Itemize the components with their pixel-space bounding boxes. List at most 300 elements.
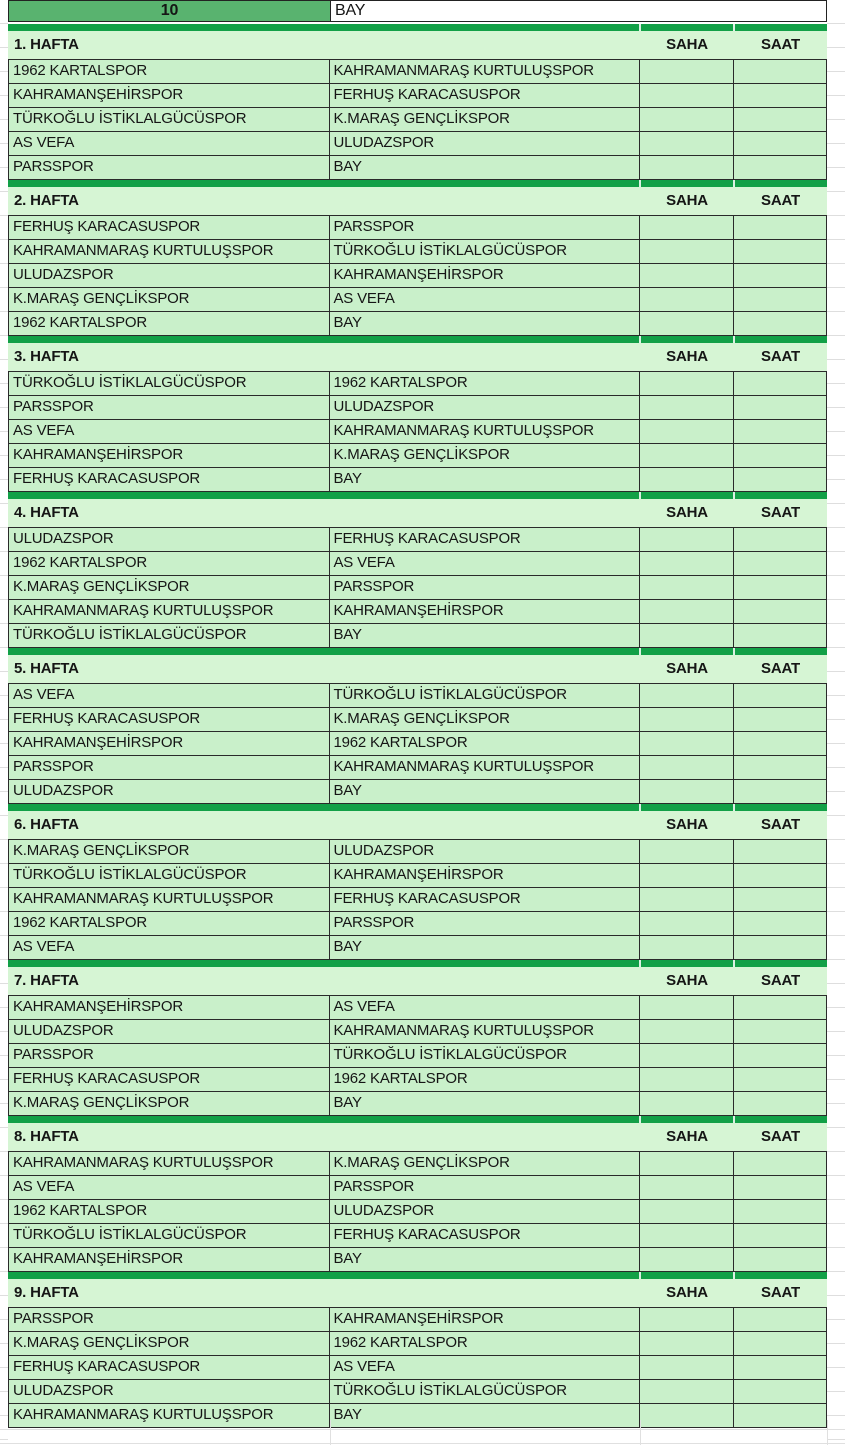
saat-value-cell[interactable] [734, 708, 827, 732]
home-team-cell[interactable]: KAHRAMANŞEHİRSPOR [9, 84, 330, 108]
home-team-cell[interactable]: FERHUŞ KARACASUSPOR [9, 1356, 330, 1380]
saat-value-cell[interactable] [734, 840, 827, 864]
saha-value-cell[interactable] [640, 1404, 734, 1428]
saat-value-cell[interactable] [734, 528, 827, 552]
saat-value-cell[interactable] [734, 1020, 827, 1044]
saha-value-cell[interactable] [640, 1380, 734, 1404]
saha-value-cell[interactable] [640, 468, 734, 492]
matches-grid [8, 215, 827, 336]
week-title-cell[interactable]: 3. HAFTA [14, 348, 79, 365]
home-team-cell[interactable]: AS VEFA [9, 684, 330, 708]
week-header-row [8, 31, 827, 59]
saha-value-cell[interactable] [640, 936, 734, 960]
home-team-cell[interactable]: K.MARAŞ GENÇLİKSPOR [9, 840, 330, 864]
away-team-cell[interactable]: K.MARAŞ GENÇLİKSPOR [330, 708, 640, 732]
home-team-cell[interactable]: FERHUŞ KARACASUSPOR [9, 216, 330, 240]
week-title-cell[interactable]: 6. HAFTA [14, 816, 79, 833]
home-team-cell[interactable]: KAHRAMANMARAŞ KURTULUŞSPOR [9, 1404, 330, 1428]
match-row [9, 396, 827, 420]
away-team-cell[interactable]: PARSSPOR [330, 1176, 640, 1200]
home-team-cell[interactable]: FERHUŞ KARACASUSPOR [9, 468, 330, 492]
saha-value-cell[interactable] [640, 912, 734, 936]
match-row [9, 84, 827, 108]
saha-value-cell[interactable] [640, 1092, 734, 1116]
week-block [8, 24, 827, 180]
saat-value-cell[interactable] [734, 372, 827, 396]
saat-value-cell[interactable] [734, 624, 827, 648]
away-team-cell[interactable]: FERHUŞ KARACASUSPOR [330, 888, 640, 912]
away-team-cell[interactable]: AS VEFA [330, 1356, 640, 1380]
saha-value-cell[interactable] [640, 624, 734, 648]
matches-grid [8, 839, 827, 960]
saat-column-header[interactable]: SAAT [761, 504, 800, 521]
home-team-cell[interactable]: 1962 KARTALSPOR [9, 1200, 330, 1224]
saha-value-cell[interactable] [640, 264, 734, 288]
saat-column-header[interactable]: SAAT [761, 1128, 800, 1145]
saat-column-header[interactable]: SAAT [761, 816, 800, 833]
saha-value-cell[interactable] [640, 780, 734, 804]
saha-column-header[interactable]: SAHA [666, 660, 708, 677]
gridline-vertical [640, 1420, 641, 1445]
week-block [8, 960, 827, 1116]
match-row [9, 756, 827, 780]
match-row [9, 1248, 827, 1272]
saat-value-cell[interactable] [734, 936, 827, 960]
saha-value-cell[interactable] [640, 840, 734, 864]
match-row [9, 600, 827, 624]
match-row [9, 1020, 827, 1044]
weeks-container [8, 24, 827, 1428]
week-block [8, 336, 827, 492]
away-team-cell[interactable]: AS VEFA [330, 288, 640, 312]
week-header-row [8, 655, 827, 683]
match-row [9, 1404, 827, 1428]
week-separator-band [8, 492, 827, 499]
week-separator-band [8, 804, 827, 811]
saha-value-cell[interactable] [640, 708, 734, 732]
home-team-cell[interactable]: TÜRKOĞLU İSTİKLALGÜCÜSPOR [9, 1224, 330, 1248]
saat-value-cell[interactable] [734, 1380, 827, 1404]
away-team-cell[interactable]: TÜRKOĞLU İSTİKLALGÜCÜSPOR [330, 684, 640, 708]
saat-value-cell[interactable] [734, 1356, 827, 1380]
saat-column-header[interactable]: SAAT [761, 660, 800, 677]
home-team-cell[interactable]: ULUDAZSPOR [9, 780, 330, 804]
saha-column-header[interactable]: SAHA [666, 1284, 708, 1301]
saat-value-cell[interactable] [734, 684, 827, 708]
saha-column-header[interactable]: SAHA [666, 192, 708, 209]
week-header-row [8, 1279, 827, 1307]
saat-value-cell[interactable] [734, 468, 827, 492]
saat-value-cell[interactable] [734, 1044, 827, 1068]
away-team-cell[interactable]: BAY [330, 780, 640, 804]
home-team-cell[interactable]: KAHRAMANMARAŞ KURTULUŞSPOR [9, 600, 330, 624]
away-team-cell[interactable]: BAY [330, 312, 640, 336]
match-row [9, 156, 827, 180]
week-header-row [8, 499, 827, 527]
away-team-cell[interactable]: TÜRKOĞLU İSTİKLALGÜCÜSPOR [330, 1044, 640, 1068]
match-row [9, 996, 827, 1020]
match-row [9, 240, 827, 264]
home-team-cell[interactable]: ULUDAZSPOR [9, 1380, 330, 1404]
saha-value-cell[interactable] [640, 288, 734, 312]
away-team-cell[interactable]: PARSSPOR [330, 216, 640, 240]
away-team-cell[interactable]: AS VEFA [330, 996, 640, 1020]
home-team-cell[interactable]: 1962 KARTALSPOR [9, 60, 330, 84]
home-team-cell[interactable]: KAHRAMANMARAŞ KURTULUŞSPOR [9, 888, 330, 912]
saat-value-cell[interactable] [734, 1404, 827, 1428]
away-team-cell[interactable]: K.MARAŞ GENÇLİKSPOR [330, 1152, 640, 1176]
saat-value-cell[interactable] [734, 1332, 827, 1356]
saat-value-cell[interactable] [734, 1176, 827, 1200]
away-team-cell[interactable]: KAHRAMANŞEHİRSPOR [330, 600, 640, 624]
week-title-cell[interactable]: 2. HAFTA [14, 192, 79, 209]
saha-value-cell[interactable] [640, 312, 734, 336]
saha-value-cell[interactable] [640, 1068, 734, 1092]
week-block [8, 1272, 827, 1428]
week-title-cell[interactable]: 7. HAFTA [14, 972, 79, 989]
home-team-cell[interactable]: 1962 KARTALSPOR [9, 912, 330, 936]
match-row [9, 1356, 827, 1380]
fixture-table [8, 0, 827, 1428]
away-team-cell[interactable]: KAHRAMANMARAŞ KURTULUŞSPOR [330, 1020, 640, 1044]
away-team-cell[interactable]: ULUDAZSPOR [330, 840, 640, 864]
saha-value-cell[interactable] [640, 552, 734, 576]
away-team-cell[interactable]: KAHRAMANMARAŞ KURTULUŞSPOR [330, 60, 640, 84]
match-row [9, 132, 827, 156]
away-team-cell[interactable]: ULUDAZSPOR [330, 1200, 640, 1224]
home-team-cell[interactable]: PARSSPOR [9, 756, 330, 780]
saat-value-cell[interactable] [734, 216, 827, 240]
saha-value-cell[interactable] [640, 1200, 734, 1224]
home-team-cell[interactable]: TÜRKOĞLU İSTİKLALGÜCÜSPOR [9, 624, 330, 648]
match-row [9, 732, 827, 756]
saat-value-cell[interactable] [734, 888, 827, 912]
match-row [9, 108, 827, 132]
home-team-cell[interactable]: PARSSPOR [9, 1044, 330, 1068]
saha-value-cell[interactable] [640, 132, 734, 156]
home-team-cell[interactable]: AS VEFA [9, 1176, 330, 1200]
bye-label-cell[interactable]: BAY [330, 0, 827, 22]
saha-value-cell[interactable] [640, 756, 734, 780]
saha-value-cell[interactable] [640, 528, 734, 552]
matches-grid [8, 371, 827, 492]
saat-value-cell[interactable] [734, 60, 827, 84]
away-team-cell[interactable]: FERHUŞ KARACASUSPOR [330, 84, 640, 108]
saat-value-cell[interactable] [734, 132, 827, 156]
match-row [9, 576, 827, 600]
saat-value-cell[interactable] [734, 996, 827, 1020]
saat-value-cell[interactable] [734, 1248, 827, 1272]
away-team-cell[interactable]: KAHRAMANMARAŞ KURTULUŞSPOR [330, 756, 640, 780]
week-header-row [8, 1123, 827, 1151]
away-team-cell[interactable]: FERHUŞ KARACASUSPOR [330, 528, 640, 552]
matches-grid [8, 683, 827, 804]
saha-value-cell[interactable] [640, 888, 734, 912]
home-team-cell[interactable]: AS VEFA [9, 132, 330, 156]
saha-value-cell[interactable] [640, 240, 734, 264]
saha-column-header[interactable]: SAHA [666, 36, 708, 53]
away-team-cell[interactable]: BAY [330, 936, 640, 960]
gridline-vertical [827, 1420, 828, 1445]
saat-value-cell[interactable] [734, 1152, 827, 1176]
home-team-cell[interactable]: KAHRAMANMARAŞ KURTULUŞSPOR [9, 240, 330, 264]
saat-value-cell[interactable] [734, 1224, 827, 1248]
away-team-cell[interactable]: K.MARAŞ GENÇLİKSPOR [330, 108, 640, 132]
home-team-cell[interactable]: TÜRKOĞLU İSTİKLALGÜCÜSPOR [9, 864, 330, 888]
week-title-cell[interactable]: 1. HAFTA [14, 36, 79, 53]
saat-value-cell[interactable] [734, 396, 827, 420]
home-team-cell[interactable]: FERHUŞ KARACASUSPOR [9, 708, 330, 732]
saha-value-cell[interactable] [640, 156, 734, 180]
saat-value-cell[interactable] [734, 312, 827, 336]
saha-column-header[interactable]: SAHA [666, 816, 708, 833]
saha-value-cell[interactable] [640, 1044, 734, 1068]
match-row [9, 1308, 827, 1332]
away-team-cell[interactable]: 1962 KARTALSPOR [330, 1332, 640, 1356]
home-team-cell[interactable]: KAHRAMANŞEHİRSPOR [9, 732, 330, 756]
away-team-cell[interactable]: BAY [330, 468, 640, 492]
match-row [9, 216, 827, 240]
saha-value-cell[interactable] [640, 396, 734, 420]
saat-value-cell[interactable] [734, 864, 827, 888]
saha-value-cell[interactable] [640, 996, 734, 1020]
saat-value-cell[interactable] [734, 420, 827, 444]
saat-value-cell[interactable] [734, 108, 827, 132]
match-row [9, 60, 827, 84]
home-team-cell[interactable]: PARSSPOR [9, 156, 330, 180]
away-team-cell[interactable]: KAHRAMANŞEHİRSPOR [330, 1308, 640, 1332]
left-gutter [0, 0, 8, 1445]
home-team-cell[interactable]: AS VEFA [9, 936, 330, 960]
away-team-cell[interactable]: PARSSPOR [330, 912, 640, 936]
week-separator-band [8, 24, 827, 31]
match-row [9, 780, 827, 804]
week-block [8, 492, 827, 648]
saha-value-cell[interactable] [640, 1176, 734, 1200]
away-team-cell[interactable]: KAHRAMANMARAŞ KURTULUŞSPOR [330, 420, 640, 444]
week-separator-band [8, 1116, 827, 1123]
saha-value-cell[interactable] [640, 60, 734, 84]
away-team-cell[interactable]: ULUDAZSPOR [330, 132, 640, 156]
week-separator-band [8, 960, 827, 967]
saha-column-header[interactable]: SAHA [666, 504, 708, 521]
away-team-cell[interactable]: 1962 KARTALSPOR [330, 372, 640, 396]
home-team-cell[interactable]: TÜRKOĞLU İSTİKLALGÜCÜSPOR [9, 372, 330, 396]
match-row [9, 624, 827, 648]
away-team-cell[interactable]: BAY [330, 1248, 640, 1272]
match-row [9, 1380, 827, 1404]
match-row [9, 1224, 827, 1248]
saat-value-cell[interactable] [734, 756, 827, 780]
away-team-cell[interactable]: BAY [330, 624, 640, 648]
away-team-cell[interactable]: BAY [330, 1092, 640, 1116]
away-team-cell[interactable]: AS VEFA [330, 552, 640, 576]
away-team-cell[interactable]: PARSSPOR [330, 576, 640, 600]
match-row [9, 264, 827, 288]
home-team-cell[interactable]: K.MARAŞ GENÇLİKSPOR [9, 1092, 330, 1116]
week-title-cell[interactable]: 5. HAFTA [14, 660, 79, 677]
saha-value-cell[interactable] [640, 864, 734, 888]
match-row [9, 420, 827, 444]
home-team-cell[interactable]: PARSSPOR [9, 396, 330, 420]
away-team-cell[interactable]: ULUDAZSPOR [330, 396, 640, 420]
saat-value-cell[interactable] [734, 264, 827, 288]
match-row [9, 684, 827, 708]
gridline-horizontal [0, 1429, 845, 1430]
home-team-cell[interactable]: ULUDAZSPOR [9, 1020, 330, 1044]
match-row [9, 912, 827, 936]
gridline-vertical [330, 1420, 331, 1445]
week-block [8, 1116, 827, 1272]
match-row [9, 288, 827, 312]
saat-value-cell[interactable] [734, 732, 827, 756]
gridline-horizontal [0, 1443, 845, 1444]
match-row [9, 1200, 827, 1224]
matches-grid [8, 1151, 827, 1272]
match-row [9, 864, 827, 888]
matches-grid [8, 1307, 827, 1428]
saha-value-cell[interactable] [640, 732, 734, 756]
away-team-cell[interactable]: KAHRAMANŞEHİRSPOR [330, 264, 640, 288]
week-separator-band [8, 336, 827, 343]
match-row [9, 372, 827, 396]
home-team-cell[interactable]: K.MARAŞ GENÇLİKSPOR [9, 288, 330, 312]
saat-value-cell[interactable] [734, 600, 827, 624]
match-row [9, 528, 827, 552]
home-team-cell[interactable]: FERHUŞ KARACASUSPOR [9, 1068, 330, 1092]
saha-value-cell[interactable] [640, 372, 734, 396]
saha-column-header[interactable]: SAHA [666, 972, 708, 989]
week-separator-band [8, 1272, 827, 1279]
saat-value-cell[interactable] [734, 576, 827, 600]
saat-value-cell[interactable] [734, 1308, 827, 1332]
week-header-row [8, 811, 827, 839]
saha-value-cell[interactable] [640, 1308, 734, 1332]
saat-column-header[interactable]: SAAT [761, 1284, 800, 1301]
home-team-cell[interactable]: PARSSPOR [9, 1308, 330, 1332]
home-team-cell[interactable]: K.MARAŞ GENÇLİKSPOR [9, 576, 330, 600]
away-team-cell[interactable]: 1962 KARTALSPOR [330, 1068, 640, 1092]
saha-value-cell[interactable] [640, 1332, 734, 1356]
week-title-cell[interactable]: 8. HAFTA [14, 1128, 79, 1145]
matches-grid [8, 59, 827, 180]
away-team-cell[interactable]: BAY [330, 156, 640, 180]
saat-column-header[interactable]: SAAT [761, 348, 800, 365]
home-team-cell[interactable]: ULUDAZSPOR [9, 528, 330, 552]
week-header-row [8, 343, 827, 371]
match-row [9, 1044, 827, 1068]
saat-value-cell[interactable] [734, 1200, 827, 1224]
home-team-cell[interactable]: TÜRKOĞLU İSTİKLALGÜCÜSPOR [9, 108, 330, 132]
home-team-cell[interactable]: 1962 KARTALSPOR [9, 552, 330, 576]
matches-grid [8, 527, 827, 648]
match-row [9, 708, 827, 732]
saat-column-header[interactable]: SAAT [761, 192, 800, 209]
saha-value-cell[interactable] [640, 84, 734, 108]
home-team-cell[interactable]: KAHRAMANŞEHİRSPOR [9, 1248, 330, 1272]
saat-column-header[interactable]: SAAT [761, 36, 800, 53]
week-block [8, 804, 827, 960]
saha-value-cell[interactable] [640, 1152, 734, 1176]
saha-value-cell[interactable] [640, 108, 734, 132]
away-team-cell[interactable]: FERHUŞ KARACASUSPOR [330, 1224, 640, 1248]
home-team-cell[interactable]: AS VEFA [9, 420, 330, 444]
week-title-cell[interactable]: 4. HAFTA [14, 504, 79, 521]
saat-value-cell[interactable] [734, 552, 827, 576]
away-team-cell[interactable]: K.MARAŞ GENÇLİKSPOR [330, 444, 640, 468]
match-row [9, 1332, 827, 1356]
saat-value-cell[interactable] [734, 288, 827, 312]
match-row [9, 1152, 827, 1176]
home-team-cell[interactable]: 1962 KARTALSPOR [9, 312, 330, 336]
away-team-cell[interactable]: TÜRKOĞLU İSTİKLALGÜCÜSPOR [330, 1380, 640, 1404]
week-block [8, 180, 827, 336]
saha-value-cell[interactable] [640, 1020, 734, 1044]
match-row [9, 1068, 827, 1092]
away-team-cell[interactable]: BAY [330, 1404, 640, 1428]
saat-value-cell[interactable] [734, 240, 827, 264]
home-team-cell[interactable]: KAHRAMANMARAŞ KURTULUŞSPOR [9, 1152, 330, 1176]
home-team-cell[interactable]: KAHRAMANŞEHİRSPOR [9, 444, 330, 468]
saha-value-cell[interactable] [640, 444, 734, 468]
match-row [9, 1176, 827, 1200]
saat-value-cell[interactable] [734, 1068, 827, 1092]
saat-value-cell[interactable] [734, 912, 827, 936]
week-block [8, 648, 827, 804]
match-row [9, 444, 827, 468]
away-team-cell[interactable]: KAHRAMANŞEHİRSPOR [330, 864, 640, 888]
group-number-cell[interactable]: 10 [8, 0, 330, 22]
right-gutter [827, 0, 845, 1445]
match-row [9, 1092, 827, 1116]
saha-value-cell[interactable] [640, 576, 734, 600]
matches-grid [8, 995, 827, 1116]
saat-column-header[interactable]: SAAT [761, 972, 800, 989]
match-row [9, 552, 827, 576]
saha-value-cell[interactable] [640, 1248, 734, 1272]
week-header-row [8, 187, 827, 215]
saha-column-header[interactable]: SAHA [666, 1128, 708, 1145]
away-team-cell[interactable]: 1962 KARTALSPOR [330, 732, 640, 756]
week-separator-band [8, 648, 827, 655]
top-row [8, 0, 827, 22]
match-row [9, 936, 827, 960]
saha-column-header[interactable]: SAHA [666, 348, 708, 365]
saat-value-cell[interactable] [734, 780, 827, 804]
saha-value-cell[interactable] [640, 600, 734, 624]
saat-value-cell[interactable] [734, 1092, 827, 1116]
home-team-cell[interactable]: ULUDAZSPOR [9, 264, 330, 288]
saat-value-cell[interactable] [734, 156, 827, 180]
saat-value-cell[interactable] [734, 444, 827, 468]
week-separator-band [8, 180, 827, 187]
match-row [9, 840, 827, 864]
week-header-row [8, 967, 827, 995]
match-row [9, 312, 827, 336]
saha-value-cell[interactable] [640, 216, 734, 240]
away-team-cell[interactable]: TÜRKOĞLU İSTİKLALGÜCÜSPOR [330, 240, 640, 264]
saat-value-cell[interactable] [734, 84, 827, 108]
saha-value-cell[interactable] [640, 1224, 734, 1248]
week-title-cell[interactable]: 9. HAFTA [14, 1284, 79, 1301]
home-team-cell[interactable]: KAHRAMANŞEHİRSPOR [9, 996, 330, 1020]
match-row [9, 888, 827, 912]
home-team-cell[interactable]: K.MARAŞ GENÇLİKSPOR [9, 1332, 330, 1356]
saha-value-cell[interactable] [640, 1356, 734, 1380]
match-row [9, 468, 827, 492]
saha-value-cell[interactable] [640, 684, 734, 708]
saha-value-cell[interactable] [640, 420, 734, 444]
